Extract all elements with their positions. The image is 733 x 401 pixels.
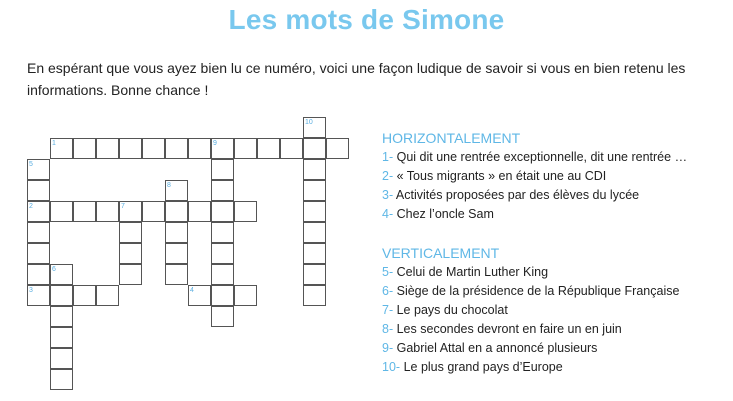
crossword-cell[interactable] (303, 201, 326, 222)
crossword-cell[interactable] (211, 159, 234, 180)
crossword-cell[interactable] (165, 264, 188, 285)
crossword-cell[interactable] (27, 222, 50, 243)
crossword-cell[interactable] (211, 285, 234, 306)
crossword-cell[interactable] (50, 306, 73, 327)
clue-number-6: 6 (52, 266, 56, 273)
clue-number-8: 8 (167, 182, 171, 189)
crossword-cell[interactable] (303, 264, 326, 285)
crossword-cell[interactable] (73, 201, 96, 222)
crossword-cell[interactable] (50, 201, 73, 222)
crossword-cell[interactable] (119, 264, 142, 285)
clue-number-7: 7 (121, 203, 125, 210)
clue-number-10: 10 (305, 119, 313, 126)
crossword-cell[interactable] (303, 243, 326, 264)
page-title: Les mots de Simone (228, 4, 505, 35)
crossword-cell[interactable] (50, 369, 73, 390)
crossword-cell[interactable] (96, 138, 119, 159)
crossword-cell[interactable] (27, 264, 50, 285)
crossword-cell[interactable] (280, 138, 303, 159)
crossword-cell[interactable] (211, 180, 234, 201)
vertical-clue-7: 7- Le pays du chocolat (382, 303, 508, 317)
crossword-cell[interactable] (119, 222, 142, 243)
crossword-cell[interactable] (211, 306, 234, 327)
horizontal-clue-2: 2- « Tous migrants » en était une au CDI (382, 169, 607, 183)
crossword-cell[interactable] (73, 138, 96, 159)
horizontal-heading: HORIZONTALEMENT (382, 130, 521, 146)
crossword-cell[interactable] (303, 159, 326, 180)
crossword-cell[interactable] (50, 327, 73, 348)
crossword-cell[interactable] (211, 201, 234, 222)
crossword-cell[interactable] (119, 243, 142, 264)
crossword-cell[interactable] (303, 285, 326, 306)
vertical-clue-8: 8- Les secondes devront en faire un en juin (382, 322, 622, 336)
vertical-clue-6: 6- Siège de la présidence de la République Française (382, 284, 680, 298)
crossword-cell[interactable] (211, 243, 234, 264)
intro-text: En espérant que vous ayez bien lu ce numéro, voici une façon ludique de savoir si vous en bien retenu les informations. Bonne chance ! (27, 60, 686, 98)
crossword-cell[interactable] (119, 138, 142, 159)
clue-number-5: 5 (29, 161, 33, 168)
vertical-clue-10: 10- Le plus grand pays d’Europe (382, 360, 563, 374)
crossword-cell[interactable] (234, 285, 257, 306)
vertical-clue-5: 5- Celui de Martin Luther King (382, 265, 549, 279)
crossword-cell[interactable] (142, 201, 165, 222)
crossword-cell[interactable] (165, 222, 188, 243)
crossword-cell[interactable] (303, 180, 326, 201)
crossword-cell[interactable] (303, 138, 326, 159)
crossword-cell[interactable] (188, 138, 211, 159)
clue-number-3: 3 (29, 287, 33, 294)
vertical-clue-9: 9- Gabriel Attal en a annoncé plusieurs (382, 341, 598, 355)
crossword-cell[interactable] (165, 201, 188, 222)
crossword-cell[interactable] (211, 264, 234, 285)
crossword-cell[interactable] (50, 285, 73, 306)
crossword-grid (0, 0, 360, 401)
horizontal-clue-4: 4- Chez l’oncle Sam (382, 207, 494, 221)
crossword-cell[interactable] (96, 201, 119, 222)
clue-number-2: 2 (29, 203, 33, 210)
crossword-cell[interactable] (73, 285, 96, 306)
crossword-cell[interactable] (188, 201, 211, 222)
crossword-cell[interactable] (234, 201, 257, 222)
clue-number-9: 9 (213, 140, 217, 147)
horizontal-clue-list (382, 148, 727, 224)
crossword-cell[interactable] (27, 180, 50, 201)
crossword-cell[interactable] (165, 138, 188, 159)
crossword-cell[interactable] (234, 138, 257, 159)
crossword-cell[interactable] (27, 243, 50, 264)
clue-number-4: 4 (190, 287, 194, 294)
crossword-cell[interactable] (303, 222, 326, 243)
vertical-heading: VERTICALEMENT (382, 245, 500, 261)
crossword-cell[interactable] (257, 138, 280, 159)
crossword-cell[interactable] (142, 138, 165, 159)
clue-number-1: 1 (52, 140, 56, 147)
vertical-clue-list (382, 263, 727, 377)
horizontal-clue-3: 3- Activités proposées par des élèves du lycée (382, 188, 640, 202)
horizontal-clue-1: 1- Qui dit une rentrée exceptionnelle, dit une rentrée … (382, 150, 688, 164)
crossword-cell[interactable] (50, 348, 73, 369)
clues-panel (382, 128, 727, 377)
crossword-cell[interactable] (211, 222, 234, 243)
crossword-cell[interactable] (165, 243, 188, 264)
crossword-cell[interactable] (326, 138, 349, 159)
crossword-cell[interactable] (96, 285, 119, 306)
